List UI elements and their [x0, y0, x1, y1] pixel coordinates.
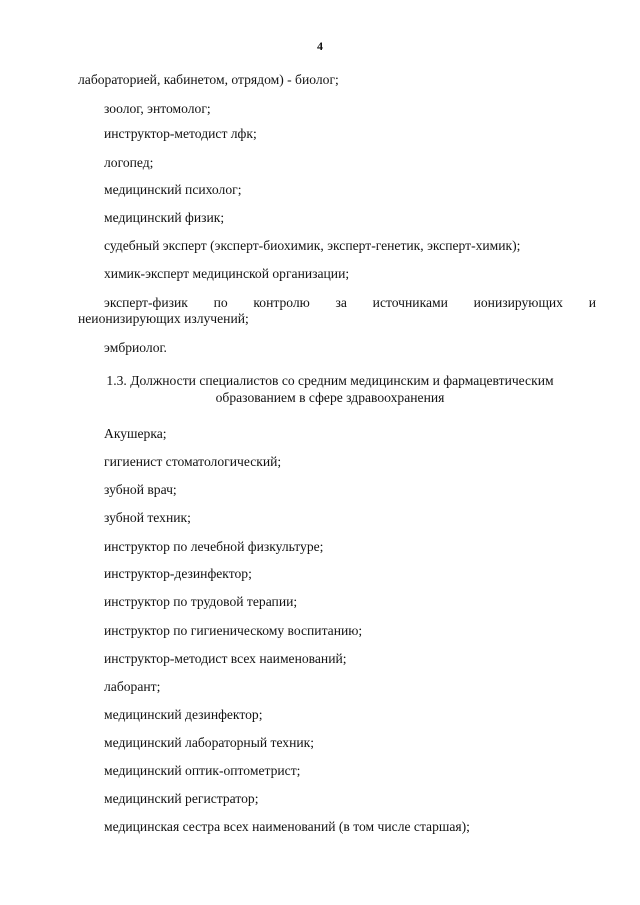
list-item-wrapped-first-line	[104, 295, 596, 311]
list-item: судебный эксперт (эксперт-биохимик, эксперт-генетик, эксперт-химик);	[104, 238, 521, 253]
list-item: инструктор-методист лфк;	[104, 126, 257, 141]
list-item: зубной врач;	[104, 482, 177, 497]
list-item-wrapped-second-line: неионизирующих излучений;	[78, 311, 249, 326]
list-item: химик-эксперт медицинской организации;	[104, 266, 350, 281]
continuation-line: лабораторией, кабинетом, отрядом) - биолог;	[78, 72, 339, 87]
list-item: логопед;	[104, 155, 154, 170]
word: за	[335, 295, 347, 310]
list-item: медицинская сестра всех наименований (в том числе старшая);	[104, 819, 470, 834]
word: контролю	[253, 295, 310, 310]
list-item: инструктор по трудовой терапии;	[104, 594, 298, 609]
list-item: медицинский дезинфектор;	[104, 707, 263, 722]
list-item: инструктор-дезинфектор;	[104, 566, 252, 581]
list-item: медицинский психолог;	[104, 182, 242, 197]
list-item: эмбриолог.	[104, 340, 167, 355]
word: и	[588, 295, 596, 310]
page-number: 4	[317, 39, 323, 53]
section-heading-line: 1.3. Должности специалистов со средним медицинским и фармацевтическим	[106, 373, 554, 388]
list-item: Акушерка;	[104, 426, 167, 441]
list-item: инструктор по гигиеническому воспитанию;	[104, 623, 363, 638]
section-heading-line: образованием в сфере здравоохранения	[215, 390, 445, 405]
list-item: медицинский регистратор;	[104, 791, 259, 806]
list-item: инструктор по лечебной физкультуре;	[104, 539, 324, 554]
word: ионизирующих	[473, 295, 563, 310]
list-item: лаборант;	[104, 679, 161, 694]
list-item: инструктор-методист всех наименований;	[104, 651, 347, 666]
list-item: зоолог, энтомолог;	[104, 101, 211, 116]
list-item: зубной техник;	[104, 510, 191, 525]
section-heading	[60, 372, 600, 406]
word: по	[213, 295, 228, 310]
word: эксперт-физик	[104, 295, 188, 310]
list-item: медицинский физик;	[104, 210, 225, 225]
list-item: медицинский лабораторный техник;	[104, 735, 315, 750]
list-item: медицинский оптик-оптометрист;	[104, 763, 301, 778]
word: источниками	[372, 295, 448, 310]
list-item: гигиенист стоматологический;	[104, 454, 282, 469]
